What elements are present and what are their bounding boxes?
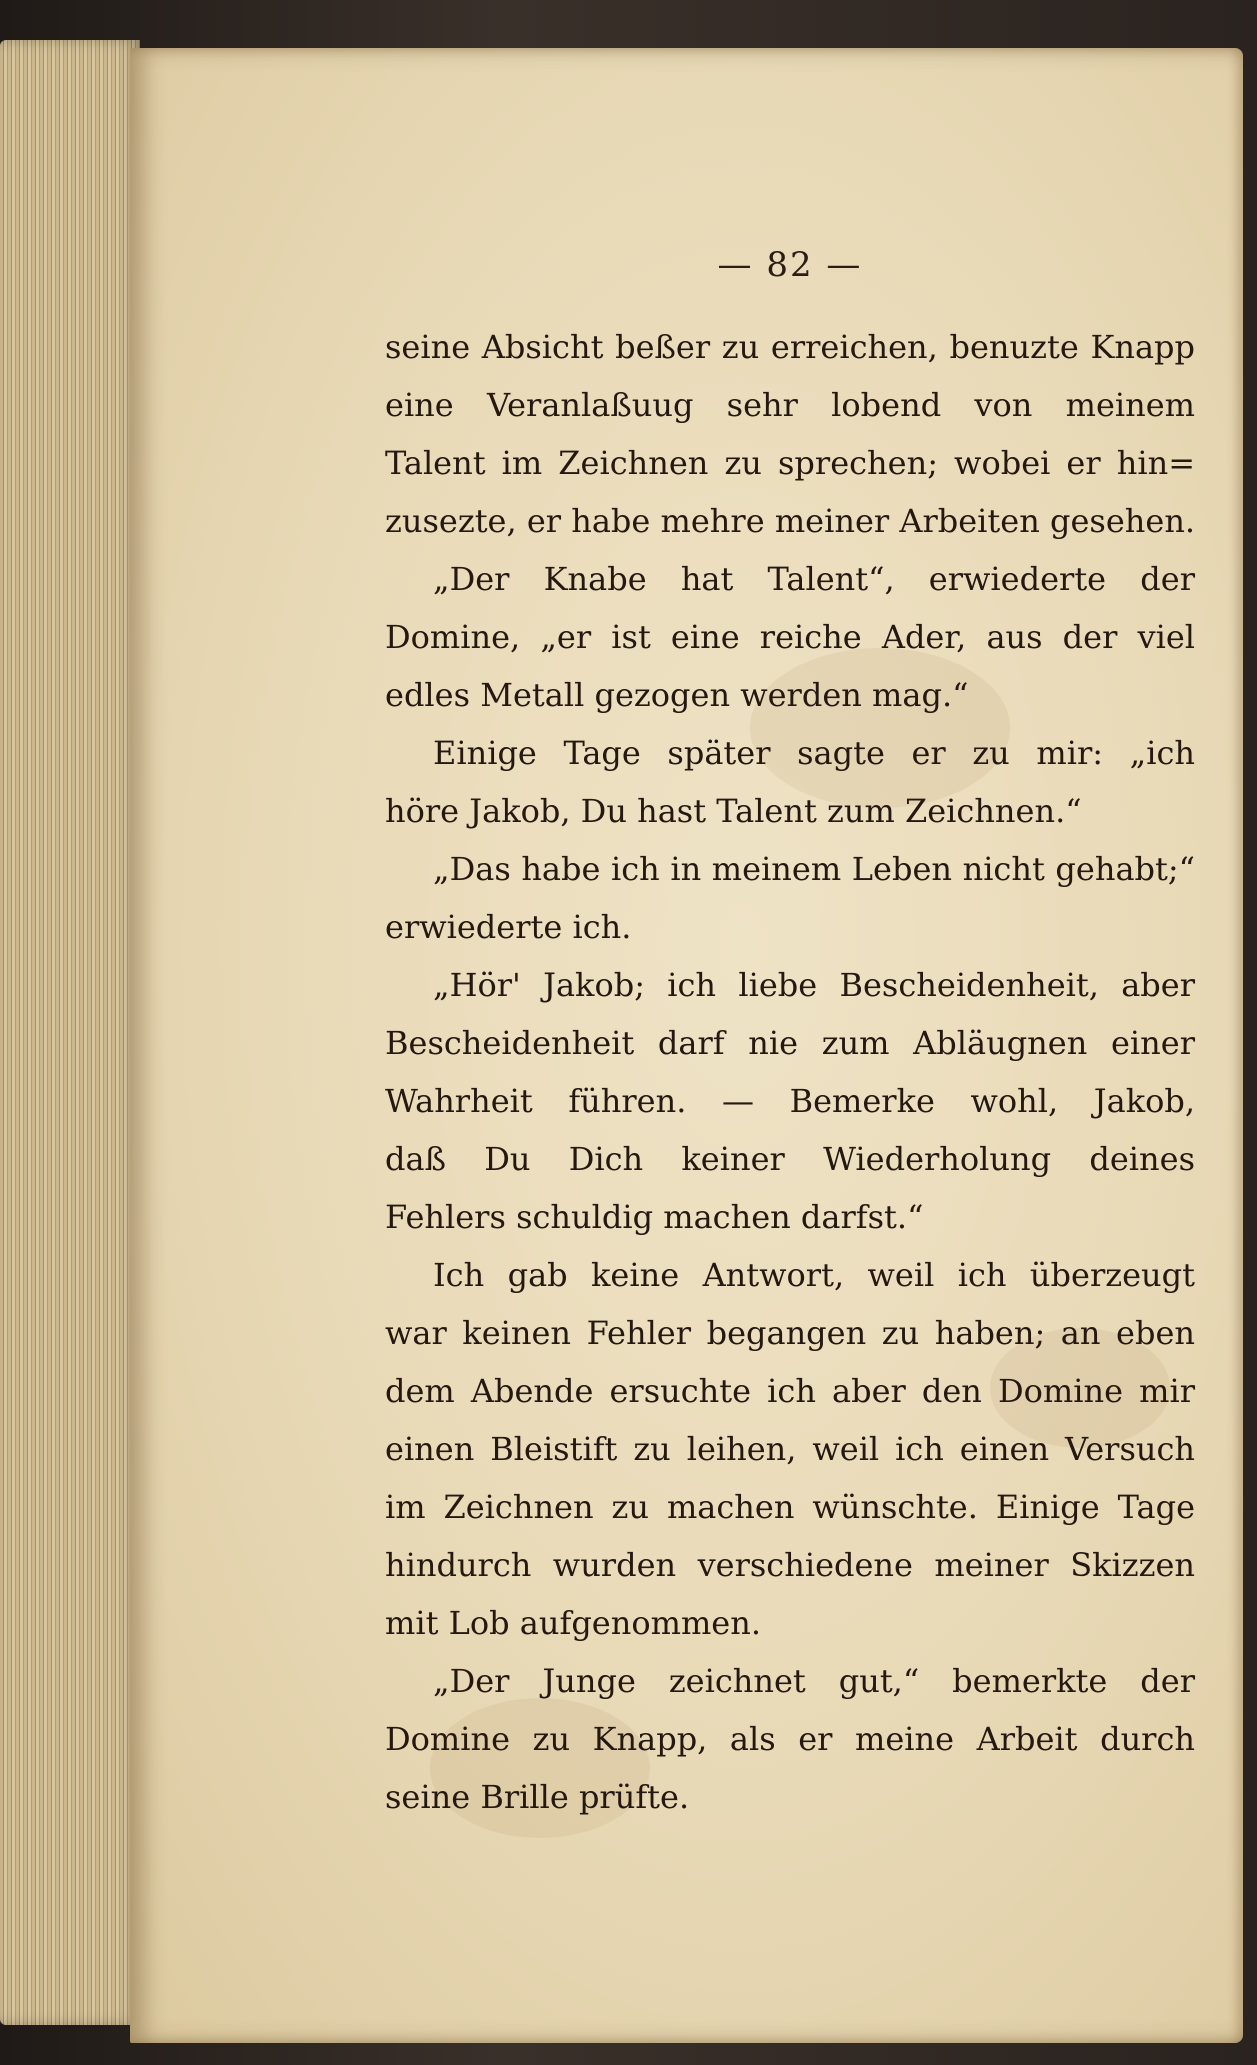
text-line: Fehlers schuldig machen darfst.“ <box>385 1198 924 1236</box>
text-line: einen Bleistift zu leihen, weil ich einen Versuch <box>385 1430 1195 1468</box>
text-line: Einige Tage später sagte er zu mir: „ich <box>433 734 1195 772</box>
text-line: höre Jakob, Du hast Talent zum Zeichnen.“ <box>385 792 1082 830</box>
text-line: „Das habe ich in meinem Leben nicht gehabt;“ <box>433 850 1195 888</box>
text-line: Wahrheit führen. — Bemerke wohl, Jakob, <box>385 1082 1195 1120</box>
text-line: daß Du Dich keiner Wiederholung deines <box>385 1140 1195 1178</box>
page-number: — 82 — <box>717 245 863 285</box>
text-line: edles Metall gezogen werden mag.“ <box>385 676 969 714</box>
text-line: „Der Knabe hat Talent“, erwiederte der <box>433 560 1195 598</box>
text-line: zusezte, er habe mehre meiner Arbeiten gesehen. <box>385 502 1196 540</box>
text-line: „Der Junge zeichnet gut,“ bemerkte der <box>433 1662 1195 1700</box>
text-line: seine Absicht beßer zu erreichen, benuzte Knapp <box>385 328 1195 366</box>
text-line: im Zeichnen zu machen wünschte. Einige Tage <box>385 1488 1195 1526</box>
text-line: hindurch wurden verschiedene meiner Skizzen <box>385 1546 1195 1584</box>
text-line: dem Abende ersuchte ich aber den Domine mir <box>385 1372 1195 1410</box>
text-line: Domine, „er ist eine reiche Ader, aus der viel <box>385 618 1195 656</box>
text-line: mit Lob aufgenommen. <box>385 1604 762 1642</box>
text-line: erwiederte ich. <box>385 908 632 946</box>
text-line: Bescheidenheit darf nie zum Abläugnen einer <box>385 1024 1195 1062</box>
text-line: war keinen Fehler begangen zu haben; an eben <box>385 1314 1195 1352</box>
text-line: Talent im Zeichnen zu sprechen; wobei er hin= <box>385 444 1195 482</box>
text-line: „Hör' Jakob; ich liebe Bescheidenheit, aber <box>433 966 1195 1004</box>
body-text <box>385 318 1195 1826</box>
text-line: Ich gab keine Antwort, weil ich überzeugt <box>433 1256 1195 1294</box>
text-line: seine Brille prüfte. <box>385 1778 690 1816</box>
text-line: Domine zu Knapp, als er meine Arbeit durch <box>385 1720 1195 1758</box>
page-edges-stack <box>0 40 140 2025</box>
text-line: eine Veranlaßuug sehr lobend von meinem <box>385 386 1195 424</box>
